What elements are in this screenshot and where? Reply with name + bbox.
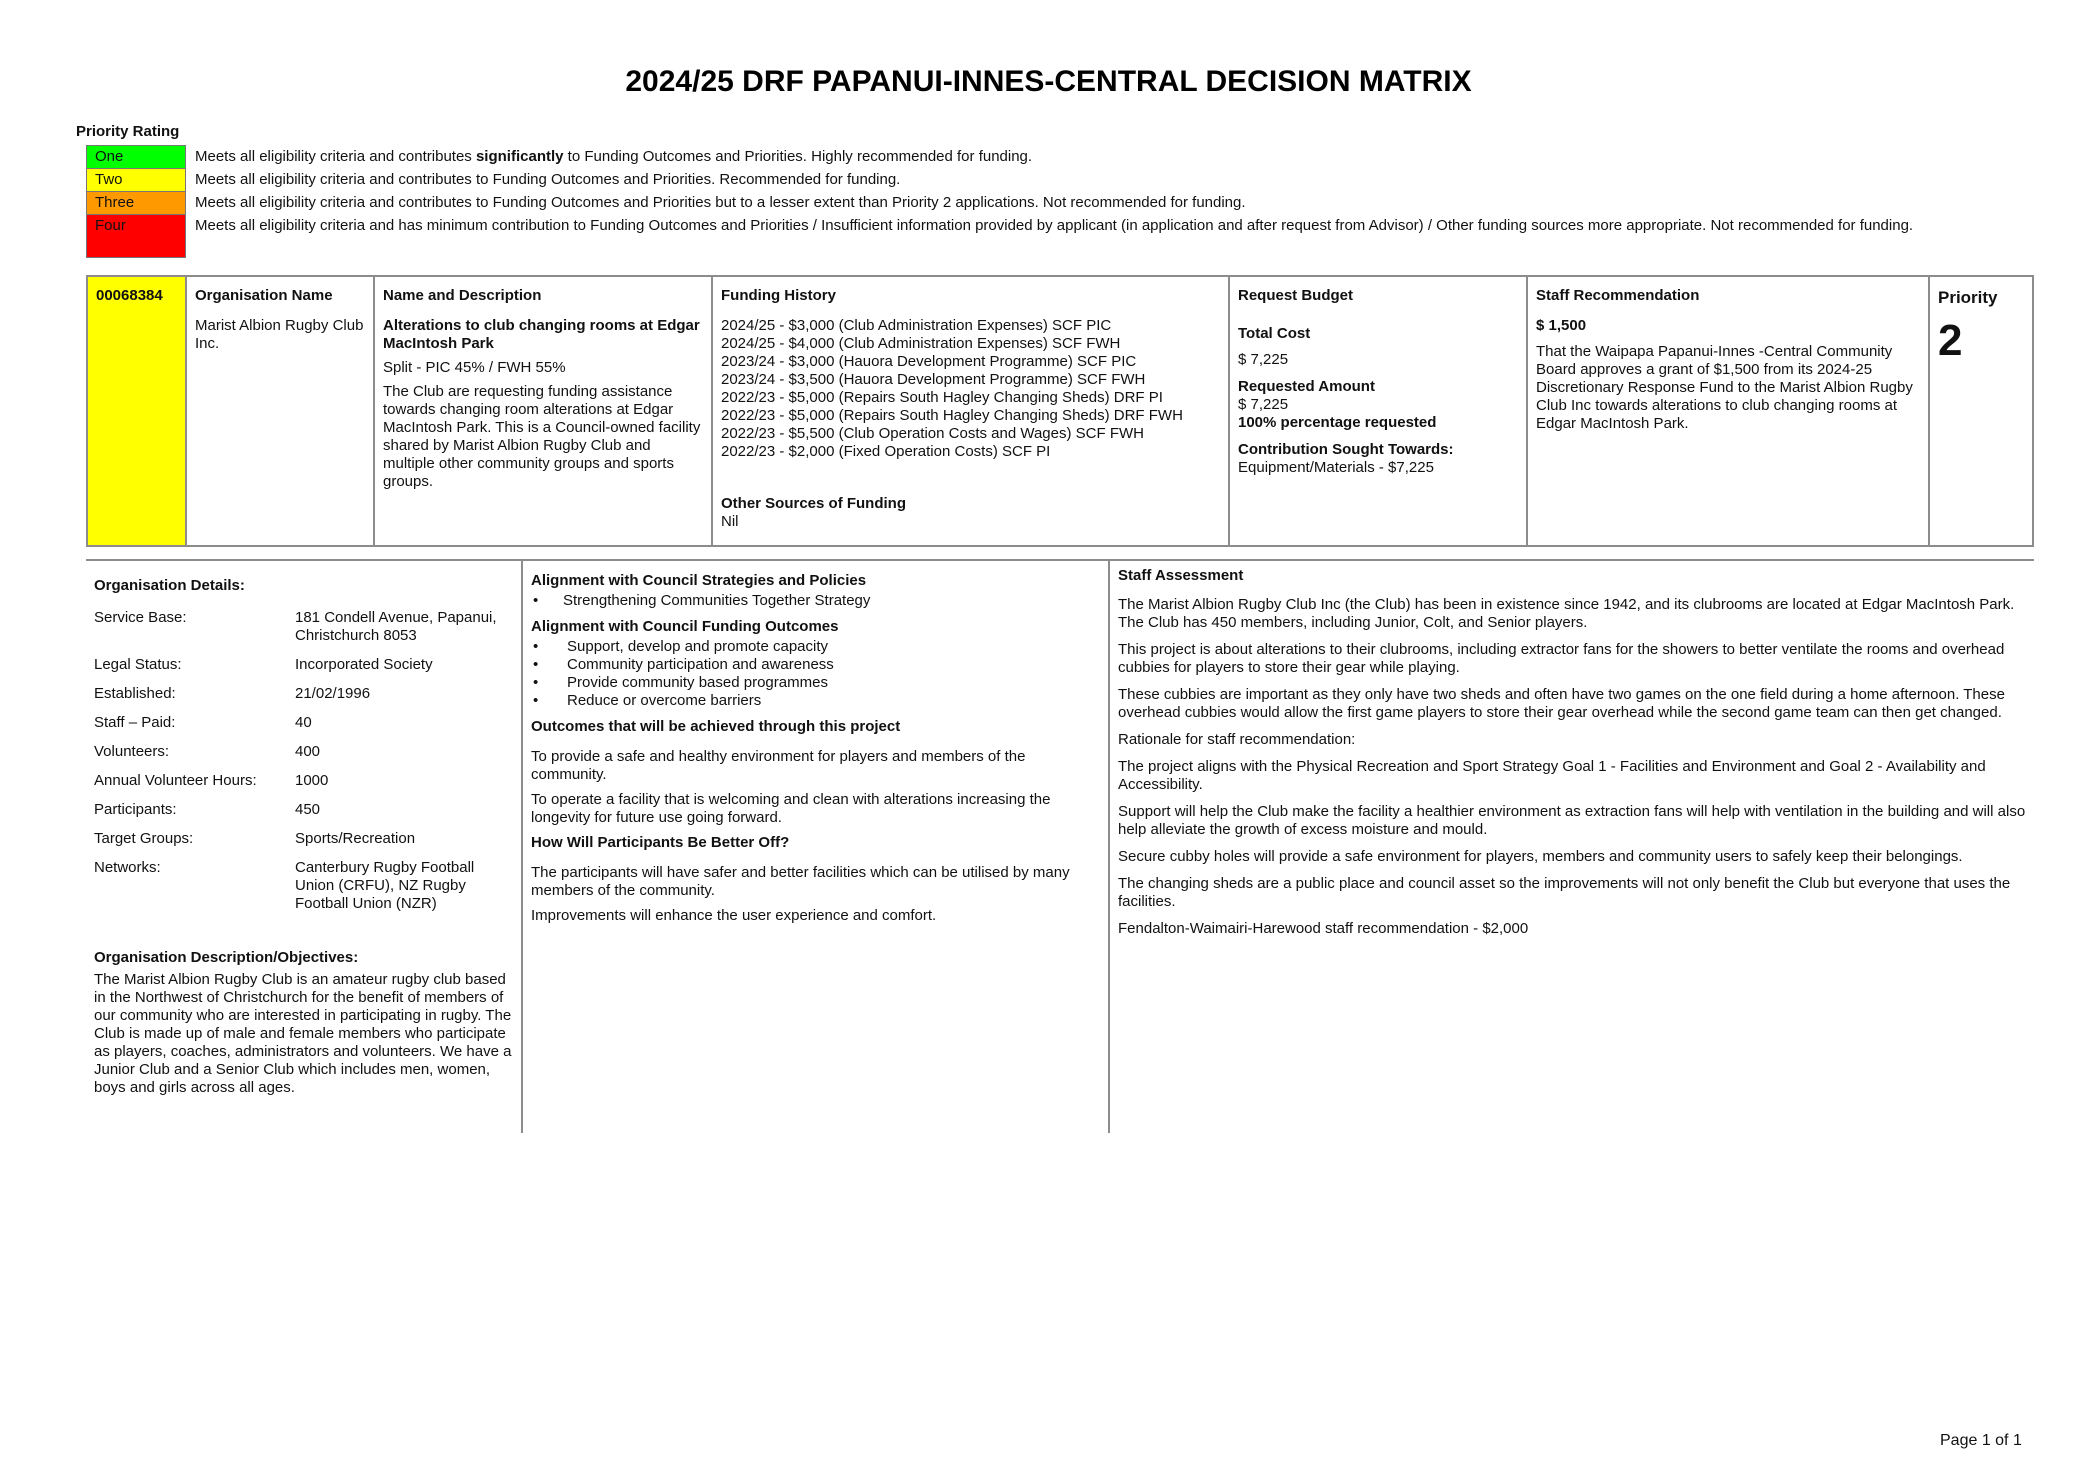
detail-label: Participants: — [94, 801, 177, 818]
name-description-cell — [375, 277, 713, 545]
detail-value: Sports/Recreation — [295, 830, 416, 847]
requested-amount-label: Requested Amount — [1238, 378, 1375, 395]
funding-history-entry: 2022/23 - $5,000 (Repairs South Hagley Changing Sheds) DRF PI — [721, 389, 1163, 406]
organisation-name: Marist Albion Rugby Club Inc. — [195, 317, 364, 352]
detail-label: Volunteers: — [94, 743, 170, 760]
assessment-paragraph: The changing sheds are a public place and council asset so the improvements will not only benefit the Club but everyone that uses the facilities. — [1118, 875, 2011, 910]
column-header: Request Budget — [1238, 287, 1354, 304]
recommendation-text: That the Waipapa Papanui-Innes -Central Community Board approves a grant of $1,500 from its 2024-25 Discretionary Response Fund to the Marist Albion Rugby Club Inc towards alterations to club changing rooms at Edgar MacIntosh Park. — [1536, 343, 1913, 432]
organisation-description: The Marist Albion Rugby Club is an amateur rugby club based in the Northwest of Christchurch for the benefit of members of our community who are interested in participating in rugby. The Club is made up of male and female members who participate as players, coaches, administrators and volunteers. We have a Junior Club and a Senior Club which includes men, women, boys and girls across all ages. — [94, 971, 512, 1096]
organisation-details-header: Organisation Details: — [94, 577, 245, 594]
funding-history-entry: 2024/25 - $4,000 (Club Administration Expenses) SCF FWH — [721, 335, 1121, 352]
contribution-label: Contribution Sought Towards: — [1238, 441, 1454, 458]
project-outcome: To provide a safe and healthy environment for players and members of the community. — [531, 748, 1026, 783]
contribution-value: Equipment/Materials - $7,225 — [1238, 459, 1434, 476]
priority-description: Meets all eligibility criteria and contributes to Funding Outcomes and Priorities. Recommended for funding. — [195, 171, 901, 188]
column-header: Staff Recommendation — [1536, 287, 1700, 304]
detail-row-participants — [94, 801, 513, 819]
priority-description: Meets all eligibility criteria and contributes to Funding Outcomes and Priorities but to a lesser extent than Priority 2 applications. Not recommended for funding. — [195, 194, 1246, 211]
detail-row-target-groups — [94, 830, 513, 848]
project-outcome: To operate a facility that is welcoming and clean with alterations increasing the longevity for future use going forward. — [531, 791, 1051, 826]
details-section — [86, 559, 2034, 1133]
project-outcomes-header: Outcomes that will be achieved through this project — [531, 718, 901, 735]
text: Meets all eligibility criteria and contributes — [195, 148, 476, 165]
staff-recommendation-cell — [1528, 277, 1930, 545]
request-budget-cell — [1230, 277, 1528, 545]
funding-outcomes-header: Alignment with Council Funding Outcomes — [531, 618, 839, 635]
organisation-description-header: Organisation Description/Objectives: — [94, 949, 359, 966]
percentage-requested: 100% percentage requested — [1238, 414, 1437, 431]
detail-row-legal-status — [94, 656, 513, 674]
organisation-name-cell — [187, 277, 375, 545]
detail-label: Annual Volunteer Hours: — [94, 772, 257, 789]
application-id: 00068384 — [96, 287, 163, 304]
detail-label: Networks: — [94, 859, 161, 876]
better-off-item: Improvements will enhance the user experience and comfort. — [531, 907, 937, 924]
detail-row-networks — [94, 859, 513, 913]
column-header: Organisation Name — [195, 287, 333, 304]
detail-value: Canterbury Rugby Football Union (CRFU), NZ Rugby Football Union (NZR) — [295, 859, 475, 912]
detail-value: Incorporated Society — [295, 656, 433, 673]
funding-history-list — [721, 317, 1220, 461]
priority-description — [186, 145, 2066, 168]
funding-outcomes-list — [531, 638, 1100, 710]
assessment-paragraph: Secure cubby holes will provide a safe environment for players, members and community users to safely keep their belongings. — [1118, 848, 1963, 865]
funding-split: Split - PIC 45% / FWH 55% — [383, 359, 566, 376]
priority-description: Meets all eligibility criteria and has minimum contribution to Funding Outcomes and Priorities / Insufficient information provided by applicant (in application and after request from Advisor) / Other funding sources more appropriate. Not recommended for funding. — [195, 217, 1914, 234]
assessment-paragraph: These cubbies are important as they only have two sheds and often have two games on the one field during a home afternoon. These overhead cubbies would allow the first game players to store their gear overhead while the second game team can then get changed. — [1118, 686, 2005, 721]
priority-value: 2 — [1938, 316, 1963, 365]
detail-value: 1000 — [295, 772, 329, 789]
detail-value: 181 Condell Avenue, Papanui, Christchurch 8053 — [295, 609, 497, 644]
strategy-item: • Strengthening Communities Together Strategy — [531, 592, 1100, 610]
detail-row-volunteer-hours — [94, 772, 513, 790]
emphasis: significantly — [475, 148, 564, 165]
page-title: 2024/25 DRF PAPANUI-INNES-CENTRAL DECISION MATRIX — [625, 65, 1472, 98]
other-sources-label: Other Sources of Funding — [721, 495, 907, 512]
application-id-cell — [88, 277, 187, 545]
organisation-details-column — [86, 561, 523, 1133]
project-title: Alterations to club changing rooms at Edgar MacIntosh Park — [383, 317, 700, 352]
strategies-header: Alignment with Council Strategies and Policies — [531, 572, 867, 589]
outcome-item: • Community participation and awareness — [531, 656, 1100, 674]
funding-history-entry: 2022/23 - $5,500 (Club Operation Costs and Wages) SCF FWH — [721, 425, 1144, 442]
total-cost-label: Total Cost — [1238, 325, 1311, 342]
detail-value: 40 — [295, 714, 312, 731]
priority-swatch: Two — [86, 168, 186, 191]
priority-cell — [1930, 277, 2032, 545]
assessment-paragraph: This project is about alterations to their clubrooms, including extractor fans for the showers to better ventilate the rooms and overhead cubbies for players to store their gear while playing. — [1118, 641, 2005, 676]
detail-label: Target Groups: — [94, 830, 194, 847]
funding-history-entry: 2023/24 - $3,500 (Hauora Development Programme) SCF FWH — [721, 371, 1146, 388]
detail-row-volunteers — [94, 743, 513, 761]
priority-rating-label: Priority Rating — [76, 123, 180, 140]
page-number: Page 1 of 1 — [1940, 1432, 2022, 1449]
better-off-header: How Will Participants Be Better Off? — [531, 834, 790, 851]
priority-swatch: Three — [86, 191, 186, 214]
better-off-item: The participants will have safer and better facilities which can be utilised by many members of the community. — [531, 864, 1070, 899]
outcome-item: • Support, develop and promote capacity — [531, 638, 1100, 656]
column-header: Priority — [1938, 288, 1998, 307]
outcome-item: • Reduce or overcome barriers — [531, 692, 1100, 710]
detail-row-established — [94, 685, 513, 703]
column-header: Funding History — [721, 287, 836, 304]
alignment-column — [523, 561, 1110, 1133]
outcome-item: • Provide community based programmes — [531, 674, 1100, 692]
text: to Funding Outcomes and Priorities. Highly recommended for funding. — [563, 148, 1033, 165]
detail-row-staff-paid — [94, 714, 513, 732]
detail-value: 400 — [295, 743, 321, 760]
priority-level-four — [86, 214, 2066, 258]
requested-amount-value: $ 7,225 — [1238, 396, 1289, 413]
detail-label: Legal Status: — [94, 656, 182, 673]
project-description: The Club are requesting funding assistance towards changing room alterations at Edgar MacIntosh Park. This is a Council-owned facility shared by Marist Albion Rugby Club and multiple other community groups and sports groups. — [383, 383, 701, 490]
priority-level-one — [86, 145, 2066, 168]
other-sources-value: Nil — [721, 513, 739, 530]
funding-history-entry: 2022/23 - $2,000 (Fixed Operation Costs) SCF PI — [721, 443, 1051, 460]
staff-assessment-header: Staff Assessment — [1118, 567, 1244, 584]
strategies-list — [531, 592, 1100, 610]
assessment-paragraph: Support will help the Club make the facility a healthier environment as extraction fans will help with ventilation in the building and will also help alleviate the growth of excess moisture and mould. — [1118, 803, 2026, 838]
application-summary-table — [86, 275, 2034, 547]
detail-label: Service Base: — [94, 609, 187, 626]
total-cost-value: $ 7,225 — [1238, 351, 1289, 368]
detail-label: Established: — [94, 685, 176, 702]
detail-value: 450 — [295, 801, 321, 818]
priority-swatch: One — [86, 145, 186, 168]
assessment-paragraph: The project aligns with the Physical Recreation and Sport Strategy Goal 1 - Facilities and Environment and Goal 2 - Availability and Accessibility. — [1118, 758, 1986, 793]
priority-swatch: Four — [86, 214, 186, 258]
staff-assessment-column — [1110, 561, 2034, 1133]
funding-history-entry: 2022/23 - $5,000 (Repairs South Hagley Changing Sheds) DRF FWH — [721, 407, 1183, 424]
priority-rating-legend — [86, 145, 2066, 258]
recommended-amount: $ 1,500 — [1536, 317, 1587, 334]
funding-history-cell — [713, 277, 1230, 545]
column-header: Name and Description — [383, 287, 542, 304]
rationale-label: Rationale for staff recommendation: — [1118, 731, 1356, 748]
funding-history-entry: 2023/24 - $3,000 (Hauora Development Programme) SCF PIC — [721, 353, 1137, 370]
detail-label: Staff – Paid: — [94, 714, 176, 731]
detail-value: 21/02/1996 — [295, 685, 371, 702]
other-board-recommendation: Fendalton-Waimairi-Harewood staff recommendation - $2,000 — [1118, 920, 1529, 937]
priority-level-two — [86, 168, 2066, 191]
detail-row-service-base — [94, 609, 513, 645]
funding-history-entry: 2024/25 - $3,000 (Club Administration Expenses) SCF PIC — [721, 317, 1112, 334]
priority-level-three — [86, 191, 2066, 214]
assessment-paragraph: The Marist Albion Rugby Club Inc (the Club) has been in existence since 1942, and its clubrooms are located at Edgar MacIntosh Park. The Club has 450 members, including Junior, Colt, and Senior players. — [1118, 596, 2015, 631]
